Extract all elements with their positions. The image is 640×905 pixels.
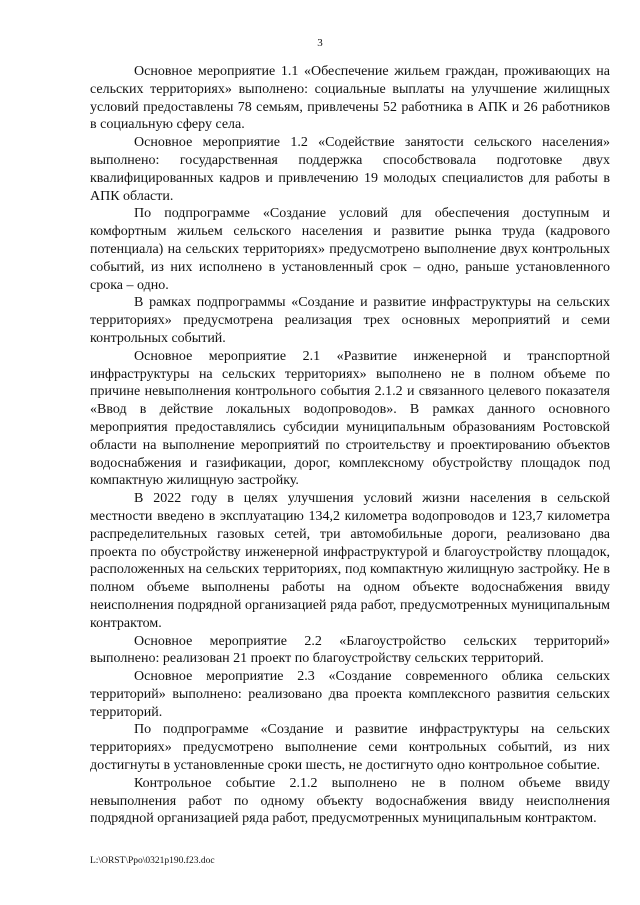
paragraph-subprogram-housing: По подпрограмме «Создание условий для обеспечения доступным и комфортным жильем сельского населения и развитие рынка труда (кадрового потенциала) на сельских территориях» предусмотрено выполнение двух контрольных событий, из них исполнено в установленный срок – одно, раньше установленного срока – одно. (90, 206, 610, 293)
paragraph-measure-2-3: Основное мероприятие 2.3 «Создание современного облика сельских территорий» выполнено: реализовано два проекта комплексного развития сельских территорий. (90, 669, 610, 720)
paragraph-control-event-2-1-2: Контрольное событие 2.1.2 выполнено не в полном объеме ввиду невыполнения работ по одному объекту водоснабжения ввиду неисполнения подрядной организацией ряда работ, предусмотренных муниципальным контрактом. (90, 775, 610, 827)
page-number: 3 (317, 37, 323, 49)
paragraph-measure-2-1: Основное мероприятие 2.1 «Развитие инженерной и транспортной инфраструктуры на сельских территориях» выполнено не в полном объеме по причине невыполнения контрольного события 2.1.2 и связанного целевого показателя «Ввод в действие локальных водопроводов». В рамках данного основного мероприятия предоставлялись субсидии муниципальным образованиям Ростовской области на выполнение мероприятий по строительству и проектированию объектов водоснабжения и газификации, дорог, комплексному обустройству площадок под компактную жилищную застройку. (90, 348, 610, 489)
document-body (90, 63, 610, 828)
paragraph-results-2022: В 2022 году в целях улучшения условий жизни населения в сельской местности введено в эксплуатацию 134,2 километра водопроводов и 123,7 километра распределительных газовых сетей, три автомобильные дороги, реализовано два проекта по обустройству инженерной инфраструктурой и благоустройству площадок, расположенных на сельских территориях, под компактную жилищную застройку. Не в полном объеме выполнены работы на одном объекте водоснабжения ввиду неисполнения подрядной организацией ряда работ, предусмотренных муниципальным контрактом. (90, 491, 610, 631)
paragraph-measure-2-2: Основное мероприятие 2.2 «Благоустройство сельских территорий» выполнено: реализован 21 проект по благоустройству сельских территорий. (90, 633, 610, 667)
footer-file-path: L:\ORST\Ppo\0321p190.f23.doc (90, 856, 215, 866)
paragraph-subprogram-infrastructure: В рамках подпрограммы «Создание и развитие инфраструктуры на сельских территориях» предусмотрена реализация трех основных мероприятий и семи контрольных событий. (90, 295, 610, 346)
paragraph-measure-1-2: Основное мероприятие 1.2 «Содействие занятости сельского населения» выполнено: государственная поддержка способствовала подготовке двух квалифицированных кадров и привлечению 19 молодых специалистов для работы в АПК области. (90, 135, 610, 204)
paragraph-control-events: По подпрограмме «Создание и развитие инфраструктуры на сельских территориях» предусмотрено выполнение семи контрольных событий, из них достигнуты в установленные сроки шесть, не достигнуто одно контрольное событие. (90, 722, 610, 774)
paragraph-measure-1-1: Основное мероприятие 1.1 «Обеспечение жильем граждан, проживающих на сельских территориях» выполнено: социальные выплаты на улучшение жилищных условий предоставлены 78 семьям, привлечены 52 работника в АПК и 26 работников в социальную сферу села. (90, 64, 610, 133)
